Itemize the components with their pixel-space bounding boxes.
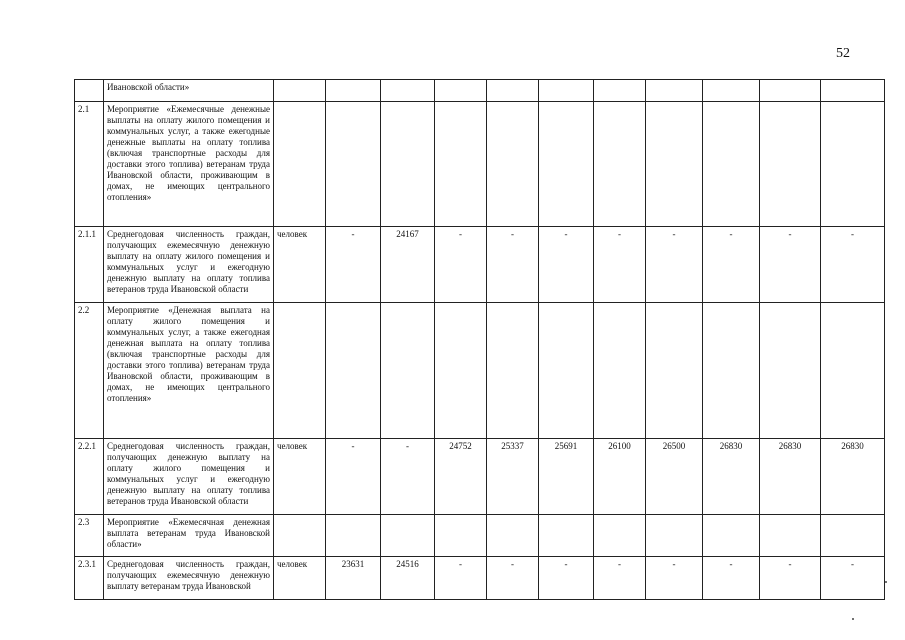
value-cell [646, 515, 703, 557]
value-cell [821, 102, 885, 227]
value-cell: 26500 [646, 439, 703, 515]
value-cell: - [821, 227, 885, 303]
value-cell [646, 303, 703, 439]
value-cell: 26100 [594, 439, 646, 515]
value-cell [594, 303, 646, 439]
table-row [75, 80, 885, 102]
scan-mark [885, 581, 887, 583]
value-cell: - [646, 227, 703, 303]
value-cell: - [703, 227, 760, 303]
row-description-cell: Среднегодовая численность граждан, получающих ежемесячную денежную выплату ветеранам труда Ивановской [104, 557, 274, 600]
row-description-cell: Мероприятие «Денежная выплата на оплату жилого помещения и коммунальных услуг, а также ежегодная денежная выплата на оплату топлива (включая транспортные расходы для доставки этого топлива) ветеранам труда Ивановской области, проживающим в домах, не имеющих центрального отопления» [104, 303, 274, 439]
value-cell [703, 515, 760, 557]
value-cell [760, 102, 821, 227]
row-description-cell: Среднегодовая численность граждан, получающих денежную выплату на оплату жилого помещения и коммунальных услуг и ежегодную денежную выплату на оплату топлива ветеранов труда Ивановской области [104, 439, 274, 515]
row-code-cell: 2.2.1 [75, 439, 104, 515]
value-cell [381, 303, 435, 439]
scan-mark [852, 618, 854, 620]
value-cell [326, 515, 381, 557]
row-code-cell: 2.1.1 [75, 227, 104, 303]
value-cell [760, 80, 821, 102]
value-cell [703, 303, 760, 439]
value-cell [539, 80, 594, 102]
value-cell: - [487, 227, 539, 303]
row-code-cell: 2.3 [75, 515, 104, 557]
value-cell [760, 515, 821, 557]
value-cell: 24752 [435, 439, 487, 515]
indicator-table [74, 79, 885, 600]
table-row [75, 102, 885, 227]
value-cell: - [539, 227, 594, 303]
value-cell [646, 102, 703, 227]
row-code-cell: 2.2 [75, 303, 104, 439]
value-cell: - [326, 439, 381, 515]
row-unit-cell [274, 80, 326, 102]
table-row [75, 303, 885, 439]
value-cell [821, 515, 885, 557]
value-cell [326, 102, 381, 227]
value-cell: 23631 [326, 557, 381, 600]
row-code-cell: 2.3.1 [75, 557, 104, 600]
row-unit-cell: человек [274, 439, 326, 515]
value-cell [381, 80, 435, 102]
value-cell: - [594, 227, 646, 303]
page-number: 52 [836, 46, 850, 61]
value-cell: - [435, 227, 487, 303]
row-description-cell: Среднегодовая численность граждан, получающих ежемесячную денежную выплату на оплату жилого помещения и коммунальных услуг и ежегодную денежную выплату на оплату топлива ветеранов труда Ивановской области [104, 227, 274, 303]
row-unit-cell [274, 515, 326, 557]
value-cell: - [646, 557, 703, 600]
value-cell [435, 303, 487, 439]
value-cell: - [539, 557, 594, 600]
value-cell [326, 80, 381, 102]
value-cell [539, 303, 594, 439]
value-cell [487, 102, 539, 227]
row-unit-cell [274, 303, 326, 439]
value-cell [435, 515, 487, 557]
value-cell [435, 80, 487, 102]
value-cell [435, 102, 487, 227]
value-cell [760, 303, 821, 439]
value-cell [539, 102, 594, 227]
value-cell: - [435, 557, 487, 600]
value-cell: - [326, 227, 381, 303]
value-cell [594, 515, 646, 557]
row-description-cell: Мероприятие «Ежемесячные денежные выплаты на оплату жилого помещения и коммунальных услуг, а также ежегодные денежные выплаты на оплату топлива (включая транспортные расходы для доставки этого топлива) ветеранам труда Ивановской области, проживающим в домах, не имеющих центрального отопления» [104, 102, 274, 227]
row-unit-cell [274, 102, 326, 227]
value-cell [381, 102, 435, 227]
row-description-cell: Мероприятие «Ежемесячная денежная выплата ветеранам труда Ивановской области» [104, 515, 274, 557]
value-cell: 24167 [381, 227, 435, 303]
value-cell: 26830 [821, 439, 885, 515]
value-cell: 25337 [487, 439, 539, 515]
value-cell: 26830 [703, 439, 760, 515]
row-code-cell [75, 80, 104, 102]
value-cell [487, 80, 539, 102]
row-code-cell: 2.1 [75, 102, 104, 227]
value-cell [539, 515, 594, 557]
table-row [75, 557, 885, 600]
value-cell: - [760, 227, 821, 303]
table-body [75, 80, 885, 600]
value-cell [326, 303, 381, 439]
value-cell: 26830 [760, 439, 821, 515]
table-row [75, 515, 885, 557]
value-cell [487, 515, 539, 557]
table-row [75, 227, 885, 303]
value-cell [487, 303, 539, 439]
value-cell: - [703, 557, 760, 600]
value-cell [703, 80, 760, 102]
value-cell: - [381, 439, 435, 515]
value-cell: 25691 [539, 439, 594, 515]
row-unit-cell: человек [274, 557, 326, 600]
row-description-cell: Ивановской области» [104, 80, 274, 102]
row-unit-cell: человек [274, 227, 326, 303]
table-row [75, 439, 885, 515]
value-cell [381, 515, 435, 557]
value-cell [821, 80, 885, 102]
value-cell: - [487, 557, 539, 600]
value-cell: - [760, 557, 821, 600]
value-cell [594, 102, 646, 227]
value-cell [821, 303, 885, 439]
value-cell: - [821, 557, 885, 600]
value-cell: - [594, 557, 646, 600]
value-cell [594, 80, 646, 102]
value-cell: 24516 [381, 557, 435, 600]
value-cell [646, 80, 703, 102]
value-cell [703, 102, 760, 227]
